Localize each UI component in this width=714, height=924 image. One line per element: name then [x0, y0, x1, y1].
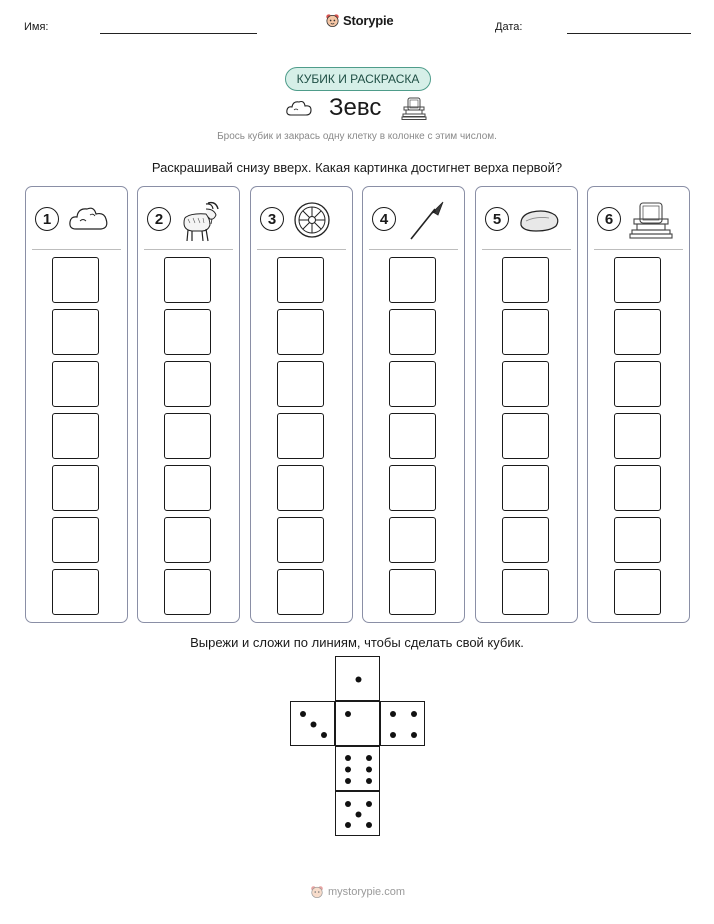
color-cell[interactable]	[52, 465, 99, 511]
column-number: 5	[485, 207, 509, 231]
brand-name: Storypie	[343, 13, 394, 28]
color-cell[interactable]	[52, 517, 99, 563]
column-number: 6	[597, 207, 621, 231]
throne-icon	[628, 199, 674, 245]
column-divider	[369, 249, 458, 250]
storypie-mascot-icon	[325, 13, 340, 28]
color-cell[interactable]	[277, 569, 324, 615]
column-5	[475, 186, 578, 623]
subtitle: Брось кубик и закрась одну клетку в колонке с этим числом.	[217, 131, 497, 142]
column-number: 2	[147, 207, 171, 231]
column-divider	[257, 249, 346, 250]
column-divider	[482, 249, 571, 250]
date-label: Дата:	[495, 21, 523, 33]
color-cell[interactable]	[277, 465, 324, 511]
storypie-mascot-icon	[310, 885, 324, 899]
throne-icon	[401, 96, 427, 122]
name-line	[100, 33, 257, 34]
column-1	[25, 186, 128, 623]
color-cell[interactable]	[52, 361, 99, 407]
color-cell[interactable]	[52, 257, 99, 303]
cloud-icon	[285, 98, 313, 118]
column-divider	[144, 249, 233, 250]
color-cell[interactable]	[277, 413, 324, 459]
column-divider	[32, 249, 121, 250]
color-cell[interactable]	[277, 361, 324, 407]
color-cell[interactable]	[164, 517, 211, 563]
color-cell[interactable]	[502, 361, 549, 407]
name-label: Имя:	[24, 21, 49, 33]
column-header	[251, 187, 352, 249]
column-header	[363, 187, 464, 249]
color-cell[interactable]	[614, 309, 661, 355]
color-cell[interactable]	[52, 569, 99, 615]
stone-icon	[516, 199, 562, 239]
color-cell[interactable]	[277, 517, 324, 563]
column-header	[138, 187, 239, 249]
color-cell[interactable]	[614, 257, 661, 303]
title-row	[285, 94, 431, 124]
color-cell[interactable]	[502, 517, 549, 563]
footer-url[interactable]: mystorypie.com	[328, 886, 406, 898]
color-cell[interactable]	[502, 257, 549, 303]
column-number: 3	[260, 207, 284, 231]
color-cell[interactable]	[164, 569, 211, 615]
die-face-6	[335, 746, 380, 791]
color-cell[interactable]	[614, 465, 661, 511]
color-cell[interactable]	[164, 465, 211, 511]
color-cell[interactable]	[502, 413, 549, 459]
color-cell[interactable]	[164, 309, 211, 355]
die-face-1-center	[335, 701, 380, 746]
activity-badge: КУБИК И РАСКРАСКА	[285, 67, 431, 91]
column-4	[362, 186, 465, 623]
die-face-3	[290, 701, 335, 746]
column-header	[26, 187, 127, 249]
color-cell[interactable]	[502, 309, 549, 355]
column-divider	[594, 249, 683, 250]
color-cell[interactable]	[502, 465, 549, 511]
die-face-4	[380, 701, 425, 746]
color-cell[interactable]	[389, 257, 436, 303]
die-face-5	[335, 791, 380, 836]
color-cell[interactable]	[614, 413, 661, 459]
color-cell[interactable]	[614, 569, 661, 615]
column-6	[587, 186, 690, 623]
color-cell[interactable]	[389, 309, 436, 355]
shield-icon	[291, 199, 333, 241]
column-number: 1	[35, 207, 59, 231]
color-cell[interactable]	[389, 413, 436, 459]
color-cell[interactable]	[277, 257, 324, 303]
spear-icon	[403, 199, 449, 245]
column-header	[476, 187, 577, 249]
column-number: 4	[372, 207, 396, 231]
column-2	[137, 186, 240, 623]
page-title: Зевс	[329, 94, 382, 121]
brand-logo	[325, 13, 393, 28]
column-header	[588, 187, 689, 249]
color-cell[interactable]	[52, 413, 99, 459]
color-cell[interactable]	[164, 413, 211, 459]
color-cell[interactable]	[614, 517, 661, 563]
color-cell[interactable]	[164, 361, 211, 407]
color-cell[interactable]	[389, 569, 436, 615]
date-line	[567, 33, 691, 34]
color-cell[interactable]	[389, 361, 436, 407]
color-cell[interactable]	[614, 361, 661, 407]
cut-instruction: Вырежи и сложи по линиям, чтобы сделать свой кубик.	[190, 635, 524, 650]
cloud-icon	[66, 199, 112, 239]
color-cell[interactable]	[277, 309, 324, 355]
color-cell[interactable]	[389, 465, 436, 511]
footer	[310, 885, 405, 899]
goat-icon	[178, 199, 224, 245]
color-cell[interactable]	[389, 517, 436, 563]
color-cell[interactable]	[502, 569, 549, 615]
column-3	[250, 186, 353, 623]
die-face-1	[335, 656, 380, 701]
instruction: Раскрашивай снизу вверх. Какая картинка достигнет верха первой?	[151, 160, 563, 175]
color-cell[interactable]	[52, 309, 99, 355]
color-cell[interactable]	[164, 257, 211, 303]
